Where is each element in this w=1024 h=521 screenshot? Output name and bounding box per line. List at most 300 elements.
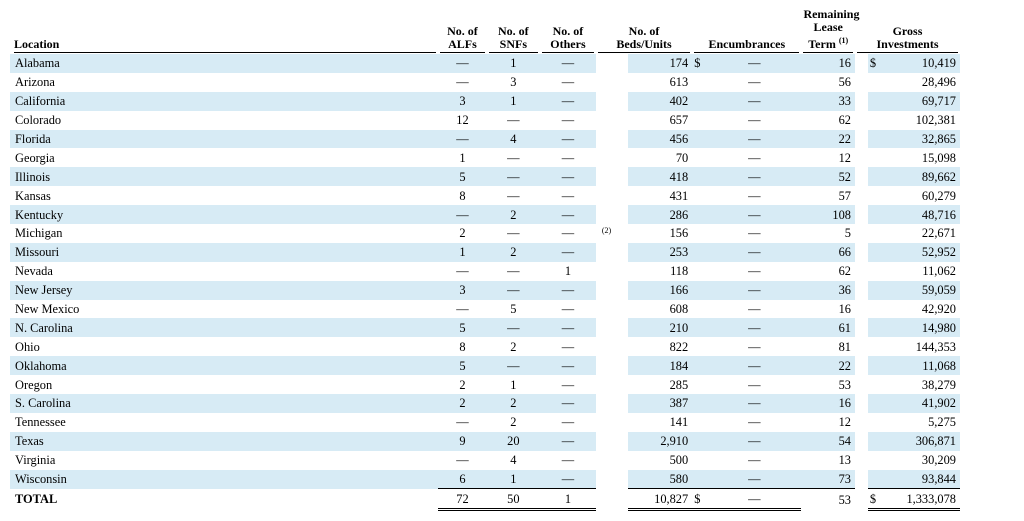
beds-cell: 580: [628, 470, 692, 489]
gross-sign-cell: [868, 148, 885, 167]
footnote-cell: [596, 451, 628, 470]
alfs-cell: —: [456, 75, 469, 90]
table-row: [10, 375, 960, 394]
spacer-cell: [855, 394, 868, 413]
location-cell: New Mexico: [15, 302, 80, 317]
alfs-cell: —: [456, 302, 469, 317]
snfs-cell: 3: [510, 75, 517, 90]
encumbrance-sign-cell: [692, 432, 707, 451]
location-cell: Nevada: [15, 264, 53, 279]
gross-sign-cell: [868, 73, 885, 92]
total-beds: 10,827: [628, 489, 692, 510]
spacer-cell: [855, 186, 868, 205]
gross-investment-cell: 28,496: [921, 75, 956, 90]
alfs-cell: —: [438, 205, 486, 224]
location-cell: Arizona: [15, 75, 55, 90]
lease-term-cell: 5: [844, 226, 851, 241]
gross-investment-cell: 32,865: [885, 130, 960, 149]
table-row: [10, 73, 960, 92]
footnote-cell: [596, 337, 628, 356]
gross-investment-cell: 30,209: [921, 453, 956, 468]
lease-term-cell: 52: [801, 167, 855, 186]
encumbrance-cell: —: [748, 226, 761, 241]
beds-cell: 431: [669, 188, 689, 203]
alfs-cell: 6: [438, 470, 486, 489]
spacer-cell: [855, 130, 868, 149]
others-cell: 1: [564, 264, 572, 279]
encumbrance-cell: —: [707, 205, 801, 224]
table-row: [10, 470, 960, 489]
alfs-cell: 2: [438, 394, 486, 413]
gross-sign-cell: [868, 92, 885, 111]
encumbrance-cell: —: [748, 113, 761, 128]
gross-sign-cell: [868, 262, 885, 281]
snfs-cell: 2: [487, 394, 541, 413]
gross-sign-cell: $: [868, 54, 885, 73]
gross-sign-cell: [868, 243, 885, 262]
spacer-cell: [855, 451, 868, 470]
gross-investment-cell: 14,980: [885, 318, 960, 337]
gross-investment-cell: 60,279: [921, 188, 956, 203]
table-row: [10, 167, 960, 186]
lease-term-cell: 16: [801, 394, 855, 413]
footnote-cell: [596, 262, 628, 281]
spacer-cell: [855, 262, 868, 281]
gross-investment-cell: 42,920: [921, 302, 956, 317]
spacer-cell: [855, 243, 868, 262]
gross-sign-cell: [868, 111, 885, 130]
total-snfs: 50: [487, 489, 541, 510]
total-gross-investments: 1,333,078: [885, 489, 960, 510]
encumbrance-sign-cell: [692, 148, 707, 167]
location-cell: California: [10, 92, 438, 111]
spacer-cell: [855, 111, 868, 130]
table-row: [10, 186, 960, 205]
location-cell: Virginia: [15, 453, 56, 468]
location-cell: Texas: [10, 432, 438, 451]
lease-term-cell: 62: [838, 113, 851, 128]
beds-cell: 70: [675, 150, 689, 165]
spacer-cell: [855, 148, 868, 167]
gross-sign-cell: [868, 224, 885, 243]
snfs-cell: 2: [487, 243, 541, 262]
gross-investment-cell: 144,353: [915, 339, 956, 354]
spacer-cell: [855, 300, 868, 319]
alfs-cell: 3: [438, 92, 486, 111]
footnote-cell: [596, 54, 628, 73]
footnote-cell: [596, 243, 628, 262]
snfs-cell: —: [507, 226, 520, 241]
location-cell: Illinois: [10, 167, 438, 186]
encumbrance-sign-cell: [692, 281, 707, 300]
others-cell: —: [561, 226, 575, 241]
table-row: [10, 243, 960, 262]
lease-term-cell: 33: [801, 92, 855, 111]
lease-term-cell: 81: [838, 339, 851, 354]
gross-sign-cell: [868, 413, 885, 432]
gross-investment-cell: 10,419: [885, 54, 960, 73]
gross-sign-cell: [868, 432, 885, 451]
location-cell: Kansas: [15, 188, 51, 203]
gross-sign-cell: [868, 356, 885, 375]
encumbrance-sign-cell: [692, 262, 707, 281]
table-row: [10, 356, 960, 375]
location-cell: Missouri: [10, 243, 438, 262]
snfs-cell: 4: [487, 130, 541, 149]
others-cell: —: [540, 54, 596, 73]
alfs-cell: 8: [459, 339, 466, 354]
others-cell: —: [540, 205, 596, 224]
beds-cell: 253: [628, 243, 692, 262]
gross-investment-cell: 15,098: [921, 150, 956, 165]
alfs-cell: —: [456, 264, 469, 279]
location-cell: Kentucky: [10, 205, 438, 224]
alfs-cell: 3: [438, 281, 486, 300]
gross-sign-cell: [868, 300, 885, 319]
encumbrance-sign-cell: $: [692, 54, 707, 73]
others-cell: —: [540, 394, 596, 413]
beds-cell: 500: [669, 453, 689, 468]
snfs-cell: 1: [510, 377, 517, 392]
alfs-cell: 1: [459, 150, 466, 165]
gross-sign-cell: [868, 318, 885, 337]
alfs-cell: 5: [438, 318, 486, 337]
footnote-cell: [596, 281, 628, 300]
lease-term-cell: 16: [801, 54, 855, 73]
spacer-cell: [855, 224, 868, 243]
encumbrance-sign-cell: [692, 224, 707, 243]
beds-cell: 402: [628, 92, 692, 111]
encumbrance-cell: —: [707, 356, 801, 375]
encumbrance-cell: —: [748, 339, 761, 354]
footnote-cell: [596, 148, 628, 167]
others-cell: —: [561, 415, 575, 430]
encumbrance-cell: —: [748, 75, 761, 90]
location-cell: Georgia: [15, 150, 55, 165]
gross-sign-cell: [868, 130, 885, 149]
spacer-cell: [596, 489, 628, 510]
snfs-cell: —: [487, 281, 541, 300]
others-cell: —: [561, 339, 575, 354]
snfs-cell: —: [507, 188, 520, 203]
alfs-cell: —: [438, 130, 486, 149]
encumbrance-sign-cell: [692, 73, 707, 92]
gross-investment-cell: 48,716: [885, 205, 960, 224]
table-body: [10, 54, 960, 510]
spacer-cell: [855, 337, 868, 356]
beds-cell: 387: [628, 394, 692, 413]
lease-term-cell: 53: [838, 377, 851, 392]
alfs-cell: 2: [459, 377, 466, 392]
alfs-cell: 9: [438, 432, 486, 451]
header-alfs: No. of ALFs: [438, 8, 486, 54]
gross-investment-cell: 89,662: [885, 167, 960, 186]
total-row: [10, 489, 960, 510]
spacer-cell: [855, 54, 868, 73]
snfs-cell: —: [487, 167, 541, 186]
location-cell: Alabama: [10, 54, 438, 73]
others-cell: —: [561, 75, 575, 90]
encumbrance-sign-cell: [692, 243, 707, 262]
others-cell: —: [561, 302, 575, 317]
others-cell: —: [540, 167, 596, 186]
gross-sign-cell: [868, 375, 885, 394]
header-gross-investments: Gross Investments: [855, 8, 960, 54]
table-row: [10, 394, 960, 413]
footnote-cell: (2): [601, 226, 612, 236]
beds-cell: 2,910: [628, 432, 692, 451]
header-others: No. of Others: [540, 8, 596, 54]
snfs-cell: 2: [487, 205, 541, 224]
gross-investment-cell: 5,275: [928, 415, 956, 430]
encumbrance-sign-cell: [692, 394, 707, 413]
encumbrance-cell: —: [707, 243, 801, 262]
others-cell: —: [540, 243, 596, 262]
spacer-cell: [855, 318, 868, 337]
snfs-cell: 2: [510, 415, 517, 430]
beds-cell: 141: [669, 415, 689, 430]
snfs-cell: 1: [487, 470, 541, 489]
alfs-cell: 5: [438, 356, 486, 375]
gross-sign-cell: [868, 451, 885, 470]
gross-sign-cell: [868, 205, 885, 224]
location-cell: Colorado: [15, 113, 62, 128]
alfs-cell: 1: [438, 243, 486, 262]
footnote-cell: [596, 318, 628, 337]
snfs-cell: —: [507, 113, 520, 128]
spacer-cell: [855, 470, 868, 489]
others-cell: —: [561, 453, 575, 468]
gross-investment-cell: 52,952: [885, 243, 960, 262]
footnote-cell: [596, 111, 628, 130]
encumbrance-cell: —: [748, 150, 761, 165]
table-row: [10, 451, 960, 470]
location-cell: N. Carolina: [10, 318, 438, 337]
total-alfs: 72: [438, 489, 486, 510]
table-row: [10, 413, 960, 432]
alfs-cell: 2: [459, 226, 466, 241]
spacer-cell: [855, 356, 868, 375]
footnote-cell: [596, 300, 628, 319]
beds-cell: 166: [628, 281, 692, 300]
spacer-cell: [855, 167, 868, 186]
alfs-cell: 8: [459, 188, 466, 203]
gross-investment-cell: 38,279: [921, 377, 956, 392]
alfs-cell: —: [456, 453, 469, 468]
beds-cell: 210: [628, 318, 692, 337]
encumbrance-sign-cell: [692, 205, 707, 224]
encumbrance-sign-cell: [692, 92, 707, 111]
table-row: [10, 205, 960, 224]
lease-term-cell: 108: [801, 205, 855, 224]
encumbrance-cell: —: [707, 281, 801, 300]
gross-investment-cell: 11,068: [885, 356, 960, 375]
lease-term-cell: 57: [838, 188, 851, 203]
encumbrance-cell: —: [748, 415, 761, 430]
gross-sign-cell: [868, 167, 885, 186]
lease-term-cell: 61: [801, 318, 855, 337]
gross-investment-cell: 102,381: [915, 113, 956, 128]
encumbrance-sign-cell: [692, 300, 707, 319]
encumbrance-sign-cell: [692, 470, 707, 489]
snfs-cell: 1: [487, 92, 541, 111]
table-row: [10, 224, 960, 243]
beds-cell: 657: [669, 113, 689, 128]
snfs-cell: —: [507, 264, 520, 279]
gross-investment-cell: 22,671: [921, 226, 956, 241]
footnote-cell: [596, 356, 628, 375]
beds-cell: 822: [669, 339, 689, 354]
snfs-cell: 1: [487, 54, 541, 73]
encumbrance-cell: —: [748, 302, 761, 317]
encumbrance-sign-cell: [692, 186, 707, 205]
lease-footnote-marker: (1): [838, 36, 849, 45]
spacer-cell: [855, 413, 868, 432]
lease-term-cell: 12: [838, 415, 851, 430]
spacer-cell: [855, 281, 868, 300]
lease-term-cell: 12: [838, 150, 851, 165]
beds-cell: 613: [669, 75, 689, 90]
beds-cell: 174: [628, 54, 692, 73]
encumbrance-cell: —: [707, 130, 801, 149]
header-lease-term: Remaining Lease Term $^{(1)}$: [803, 7, 860, 51]
spacer-cell: [855, 489, 868, 510]
table-row: [10, 318, 960, 337]
header-row: [10, 8, 960, 54]
header-encumbrances: Encumbrances: [692, 8, 801, 54]
beds-cell: 456: [628, 130, 692, 149]
encumbrance-cell: —: [748, 264, 761, 279]
encumbrance-cell: —: [707, 394, 801, 413]
footnote-cell: [596, 205, 628, 224]
others-cell: —: [540, 92, 596, 111]
others-cell: —: [561, 188, 575, 203]
gross-investment-cell: 41,902: [885, 394, 960, 413]
encumbrance-sign-cell: [692, 167, 707, 186]
others-cell: —: [561, 150, 575, 165]
encumbrance-cell: —: [707, 167, 801, 186]
header-location: Location: [10, 8, 438, 54]
table-row: [10, 92, 960, 111]
lease-term-cell: 54: [801, 432, 855, 451]
spacer-cell: [855, 73, 868, 92]
encumbrance-sign-cell: [692, 337, 707, 356]
others-cell: —: [540, 318, 596, 337]
alfs-cell: 12: [456, 113, 469, 128]
location-cell: Ohio: [15, 339, 40, 354]
location-cell: Michigan: [15, 226, 63, 241]
encumbrance-cell: —: [707, 432, 801, 451]
gross-investment-cell: 11,062: [922, 264, 956, 279]
lease-term-cell: 16: [838, 302, 851, 317]
snfs-cell: 20: [487, 432, 541, 451]
snfs-cell: 2: [510, 339, 517, 354]
encumbrance-cell: —: [707, 54, 801, 73]
spacer-cell: [855, 205, 868, 224]
total-gross-sign: $: [868, 489, 885, 510]
others-cell: —: [540, 130, 596, 149]
header-snfs: No. of SNFs: [487, 8, 541, 54]
gross-investment-cell: 306,871: [885, 432, 960, 451]
lease-term-cell: 62: [838, 264, 851, 279]
footnote-cell: [596, 413, 628, 432]
table-row: [10, 432, 960, 451]
encumbrance-cell: —: [748, 377, 761, 392]
gross-sign-cell: [868, 470, 885, 489]
location-cell: S. Carolina: [10, 394, 438, 413]
location-cell: Oklahoma: [10, 356, 438, 375]
gross-sign-cell: [868, 281, 885, 300]
beds-cell: 285: [669, 377, 689, 392]
location-cell: Florida: [10, 130, 438, 149]
total-lease-term: 53: [838, 492, 851, 507]
others-cell: —: [540, 432, 596, 451]
lease-term-cell: 13: [838, 453, 851, 468]
encumbrance-cell: —: [707, 92, 801, 111]
footnote-cell: [596, 167, 628, 186]
alfs-cell: —: [438, 54, 486, 73]
snfs-cell: 5: [510, 302, 517, 317]
others-cell: —: [561, 113, 575, 128]
location-cell: New Jersey: [10, 281, 438, 300]
spacer-cell: [855, 432, 868, 451]
lease-term-cell: 22: [801, 356, 855, 375]
encumbrance-cell: —: [748, 453, 761, 468]
lease-term-cell: 22: [801, 130, 855, 149]
snfs-cell: —: [487, 318, 541, 337]
footnote-cell: [596, 186, 628, 205]
total-encumbrance-sign: $: [692, 489, 707, 510]
lease-term-cell: 36: [801, 281, 855, 300]
beds-cell: 156: [669, 226, 689, 241]
lease-term-cell: 66: [801, 243, 855, 262]
gross-sign-cell: [868, 186, 885, 205]
location-cell: Tennessee: [15, 415, 66, 430]
total-encumbrances: —: [707, 489, 801, 510]
encumbrance-sign-cell: [692, 111, 707, 130]
table-row: [10, 130, 960, 149]
alfs-cell: —: [456, 415, 469, 430]
beds-cell: 184: [628, 356, 692, 375]
gross-investment-cell: 59,059: [885, 281, 960, 300]
footnote-cell: [596, 92, 628, 111]
encumbrance-cell: —: [748, 188, 761, 203]
others-cell: —: [561, 377, 575, 392]
snfs-cell: —: [487, 356, 541, 375]
total-label: TOTAL: [15, 492, 58, 507]
property-table-document: [10, 8, 960, 511]
table-row: [10, 337, 960, 356]
snfs-cell: —: [507, 150, 520, 165]
encumbrance-sign-cell: [692, 318, 707, 337]
encumbrance-cell: —: [707, 318, 801, 337]
others-cell: —: [540, 356, 596, 375]
others-cell: —: [540, 281, 596, 300]
beds-cell: 418: [628, 167, 692, 186]
snfs-cell: 4: [510, 453, 517, 468]
spacer-cell: [855, 92, 868, 111]
gross-sign-cell: [868, 394, 885, 413]
table-row: [10, 54, 960, 73]
location-cell: Oregon: [15, 377, 53, 392]
beds-cell: 608: [669, 302, 689, 317]
encumbrance-sign-cell: [692, 356, 707, 375]
spacer-cell: [855, 375, 868, 394]
footnote-cell: [596, 394, 628, 413]
header-beds: No. of Beds/Units: [596, 8, 692, 54]
total-others: 1: [540, 489, 596, 510]
encumbrance-sign-cell: [692, 130, 707, 149]
